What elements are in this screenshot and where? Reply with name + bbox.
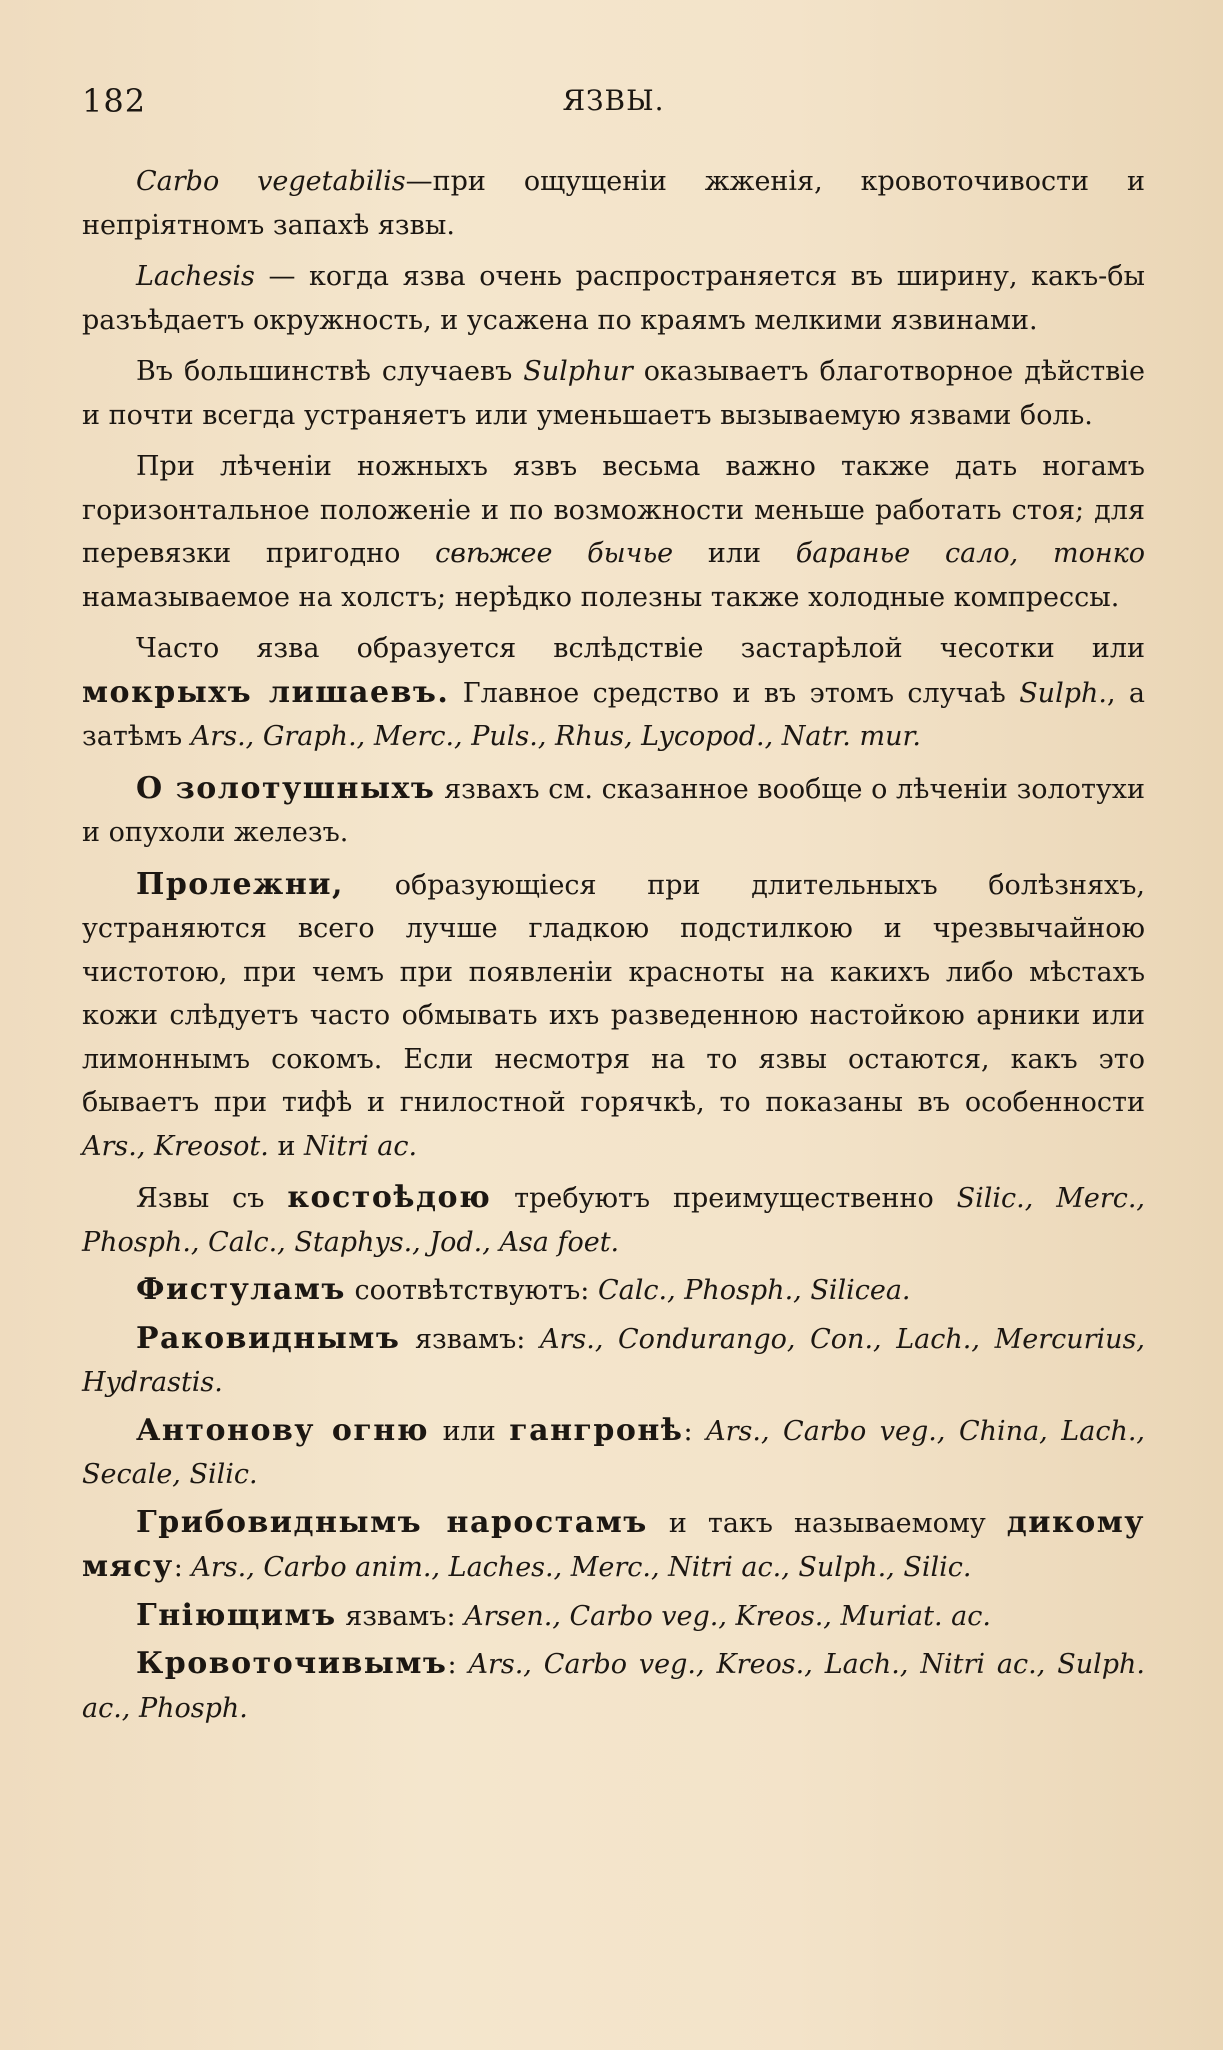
heading-term: Пролежни,: [136, 866, 345, 902]
paragraph-text: язвамъ:: [400, 1323, 540, 1355]
heading-term: Грибовиднымъ наростамъ: [136, 1504, 648, 1540]
paragraph-text: :: [447, 1649, 469, 1680]
paragraph-text: Часто язва образуется вслѣдствіе застарѣлой чесотки или: [136, 633, 1145, 664]
paragraph-bleeding: [82, 1642, 1145, 1730]
heading-term: Кровоточивымъ: [136, 1646, 448, 1681]
remedy-list: Ars., Graph., Merc., Puls., Rhus, Lycopod., Natr. mur.: [190, 721, 921, 752]
paragraph-scabies: [82, 627, 1145, 759]
paragraph-text: оказываетъ благотворное дѣйствіе и почти всегда устраняетъ или уменьшаетъ вызываемую язвами боль.: [82, 356, 1145, 431]
paragraph-text: соотвѣтствуютъ:: [345, 1275, 598, 1306]
paragraph-text: образующіеся при длительныхъ болѣзняхъ, устраняются всего лучше гладкою подстилкою и чрезвычайною чистотою, при чемъ при появленіи красноты на какихъ либо мѣстахъ кожи слѣдуетъ часто обмывать ихъ разведенною настойкою арники или лимоннымъ сокомъ. Если несмотря на то язвы остаются, какъ это бываетъ при тифѣ и гнилостной горячкѣ, то показаны въ особенности: [82, 869, 1145, 1118]
paragraph-cancerous: [82, 1317, 1145, 1405]
page-number: 182: [82, 82, 147, 120]
paragraph-carbo-veg: [82, 160, 1145, 247]
emphasis-text: баранье сало, тонко: [795, 538, 1145, 569]
paragraph-text: Главное средство и въ этомъ случаѣ: [449, 677, 1020, 709]
heading-term: Раковиднымъ: [136, 1320, 401, 1356]
paragraph-text: намазываемое на холстъ; нерѣдко полезны также холодные компрессы.: [82, 581, 1120, 613]
page-header: [82, 82, 1145, 122]
remedy-list: Calc., Phosph., Silicea.: [597, 1275, 911, 1306]
paragraph-lachesis: [82, 255, 1145, 342]
heading-term: дикому мясу: [82, 1504, 1145, 1584]
paragraph-caries: [82, 1176, 1145, 1264]
paragraph-sulphur: [82, 350, 1145, 437]
paragraph-text: Въ большинствѣ случаевъ: [136, 356, 524, 387]
remedy-name: Sulphur: [523, 356, 633, 387]
heading-term: костоѣдою: [287, 1180, 492, 1215]
remedy-list: Silic., Merc., Phosph., Calc., Staphys., Jod., Asa foet.: [82, 1183, 1146, 1258]
remedy-list: Ars., Carbo anim., Laches., Merc., Nitri ac., Sulph., Silic.: [191, 1552, 972, 1583]
body-text: [82, 160, 1145, 1734]
paragraph-text: :: [683, 1415, 707, 1447]
remedy-list: Ars., Carbo veg., China, Lach., Secale, Silic.: [82, 1415, 1145, 1490]
emphasis-text: свѣжее бычье: [435, 538, 674, 569]
paragraph-leg-ulcers: [82, 445, 1145, 619]
paragraph-fistulas: [82, 1268, 1145, 1313]
paragraph-putrid: [82, 1594, 1145, 1639]
heading-term: мокрыхъ лишаевъ.: [82, 674, 450, 710]
paragraph-text: и такъ называемому: [647, 1507, 1007, 1539]
paragraph-text: и: [268, 1130, 305, 1162]
heading-term: Антонову огню: [136, 1412, 430, 1448]
heading-term: О золотушныхъ: [136, 770, 436, 806]
paragraph-text: Язвы съ: [136, 1183, 288, 1214]
remedy-name: Nitri ac.: [304, 1130, 418, 1162]
paragraph-fungous: [82, 1501, 1145, 1590]
heading-term: Фистуламъ: [136, 1272, 346, 1307]
paragraph-text: язвахъ см. сказанное вообще о лѣченіи золотухи и опухоли железъ.: [82, 773, 1145, 848]
remedy-name: Lachesis: [136, 261, 255, 292]
remedy-list: Arsen., Carbo veg., Kreos., Muriat. ac.: [464, 1600, 991, 1632]
paragraph-text: —при ощущеніи жженія, кровоточивости и непріятномъ запахѣ язвы.: [82, 166, 1145, 241]
paragraph-bedsores: [82, 863, 1145, 1169]
remedy-list: Ars., Carbo veg., Kreos., Lach., Nitri ac., Sulph. ac., Phosph.: [82, 1649, 1145, 1724]
paragraph-text: или: [429, 1415, 510, 1447]
paragraph-text: или: [673, 538, 796, 569]
heading-term: Гніющимъ: [136, 1597, 337, 1633]
paragraph-text: При лѣченіи ножныхъ язвъ весьма важно также дать ногамъ горизонтальное положеніе и по возможности меньше работать стоя; для перевязки пригодно: [82, 451, 1145, 569]
paragraph-text: , а затѣмъ: [82, 677, 1146, 752]
remedy-name: Carbo vegetabilis: [136, 166, 406, 197]
remedy-list: Ars., Condurango, Con., Lach., Mercurius, Hydrastis.: [82, 1323, 1145, 1398]
paragraph-text: — когда язва очень распространяется въ ширину, какъ-бы разъѣдаетъ окружность, и усажена по краямъ мелкими язвинами.: [82, 261, 1145, 336]
paragraph-scrofulous: [82, 767, 1145, 855]
paragraph-gangrene: [82, 1409, 1145, 1497]
heading-term: гангронѣ: [509, 1412, 684, 1448]
paragraph-text: :: [173, 1552, 192, 1583]
paragraph-text: требуютъ преимущественно: [491, 1183, 957, 1214]
remedy-list: Ars., Kreosot.: [82, 1130, 269, 1162]
remedy-name: Sulph.: [1019, 677, 1107, 709]
running-head: ЯЗВЫ.: [562, 84, 665, 117]
paragraph-text: язвамъ:: [336, 1600, 465, 1632]
